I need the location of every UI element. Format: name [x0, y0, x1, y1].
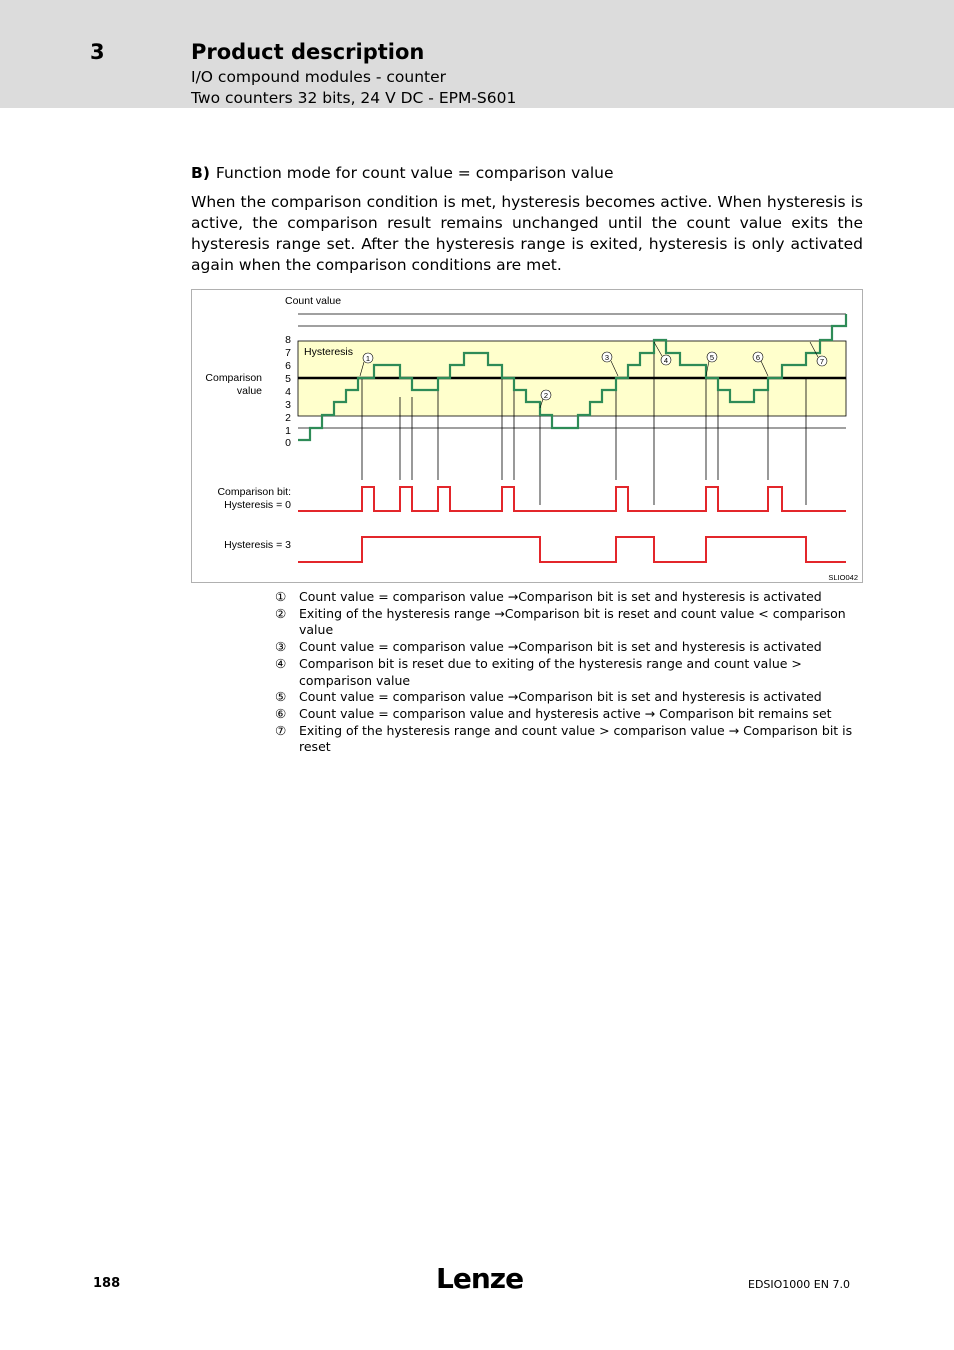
- legend-number: ⑤: [275, 689, 287, 705]
- legend-text: Comparison bit is reset due to exiting of the hysteresis range and count value > comparison value: [299, 655, 802, 688]
- legend-text: Count value = comparison value →Comparison bit is set and hysteresis is activated: [299, 689, 822, 705]
- hysteresis-label: Hysteresis: [304, 346, 354, 358]
- y-tick-2: 2: [285, 412, 291, 424]
- marker-label: 4: [663, 356, 669, 365]
- hysteresis-3-label: Hysteresis = 3: [224, 539, 291, 551]
- marker-label: 6: [755, 353, 761, 362]
- legend-item: [275, 589, 855, 606]
- figure-id: SLIO042: [828, 573, 858, 582]
- comparison-label-2: value: [236, 385, 262, 397]
- section-label: B): [191, 164, 210, 182]
- y-tick-3: 3: [285, 399, 291, 411]
- bit-label-2: Hysteresis = 0: [224, 499, 291, 511]
- lenze-logo: Lenze: [436, 1262, 524, 1295]
- comparison-bit-h0-signal: [298, 487, 846, 511]
- legend-item: [275, 606, 855, 639]
- legend-text: Count value = comparison value and hysteresis active → Comparison bit remains set: [299, 705, 832, 721]
- body-paragraph: When the comparison condition is met, hysteresis becomes active. When hysteresis is active, the comparison result remains unchanged until the count value exits the hysteresis range set. After the hysteresis range is exited, hysteresis is only activated again when the comparison conditions are met.: [191, 193, 863, 274]
- y-tick-1: 1: [285, 425, 291, 437]
- y-tick-6: 6: [285, 360, 291, 372]
- count-value-label: Count value: [285, 295, 342, 307]
- subtitle-1: I/O compound modules - counter: [191, 68, 447, 86]
- legend-item: [275, 639, 855, 656]
- legend-number: ①: [275, 589, 287, 604]
- y-tick-5: 5: [285, 373, 291, 385]
- legend-item: [275, 706, 855, 723]
- section-title: Function mode for count value = comparison value: [215, 164, 614, 182]
- hysteresis-3-signal: [298, 537, 846, 562]
- y-tick-8: 8: [285, 334, 291, 346]
- legend-number: ⑦: [275, 722, 287, 738]
- legend-number: ②: [275, 605, 287, 621]
- legend-text: Exiting of the hysteresis range and count value > comparison value → Comparison bit is reset: [299, 722, 853, 755]
- marker-label: 1: [365, 354, 371, 363]
- legend-number: ⑥: [275, 705, 287, 721]
- timing-diagram: [191, 289, 863, 583]
- y-tick-0: 0: [285, 437, 291, 449]
- chapter-number: 3: [90, 40, 105, 64]
- legend-text: Exiting of the hysteresis range →Comparison bit is reset and count value < comparison value: [299, 605, 846, 638]
- section-heading: [191, 164, 614, 182]
- chapter-title: Product description: [191, 40, 425, 64]
- marker-label: 7: [819, 357, 825, 366]
- y-tick-4: 4: [285, 386, 291, 398]
- page-number: 188: [93, 1276, 121, 1291]
- comparison-label-1: Comparison: [205, 372, 262, 384]
- legend-number: ④: [275, 655, 287, 671]
- legend-item: [275, 689, 855, 706]
- y-tick-7: 7: [285, 347, 291, 359]
- legend-text: Count value = comparison value →Comparison bit is set and hysteresis is activated: [299, 639, 822, 655]
- legend-text: Count value = comparison value →Comparison bit is set and hysteresis is activated: [299, 589, 822, 604]
- subtitle-2: Two counters 32 bits, 24 V DC - EPM-S601: [191, 89, 517, 107]
- document-id: EDSIO1000 EN 7.0: [748, 1278, 850, 1291]
- legend-item: [275, 656, 855, 689]
- legend-item: [275, 723, 855, 756]
- bit-label-1: Comparison bit:: [217, 486, 291, 498]
- marker-label: 5: [709, 353, 715, 362]
- legend-number: ③: [275, 639, 287, 655]
- marker-label: 3: [604, 353, 610, 362]
- figure-legend: [275, 589, 855, 756]
- marker-label: 2: [543, 391, 549, 400]
